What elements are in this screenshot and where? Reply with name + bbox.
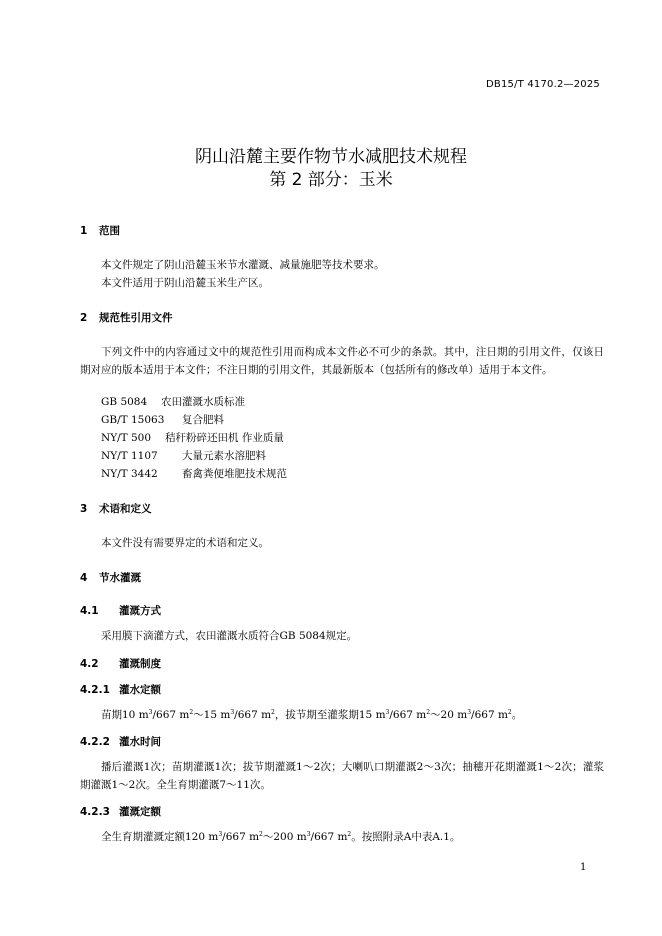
reference-code: GB/T 15063 xyxy=(101,414,165,426)
subsection-4-2-1-heading xyxy=(80,682,161,697)
subsection-4-1-heading xyxy=(80,603,161,618)
reference-title: 秸秆粉碎还田机 作业质量 xyxy=(165,432,284,444)
subsection-number: 4.2.3 xyxy=(80,806,110,818)
reference-item xyxy=(101,394,245,409)
section-1-heading xyxy=(80,223,120,238)
reference-item xyxy=(101,430,284,445)
subsection-title: 灌溉制度 xyxy=(119,658,161,670)
section-1-paragraph-1: 本文件规定了阴山沿麓玉米节水灌溉、减量施肥等技术要求。 xyxy=(101,259,385,271)
section-4-heading xyxy=(80,570,141,585)
section-3-heading xyxy=(80,501,152,516)
subsection-4-2-2-text: 播后灌溉1次；苗期灌溉1次；拔节期灌溉1～2次；大喇叭口期灌溉2～3次；抽穗开花期灌溉1～2次；灌浆期灌溉1～2次。全生育期灌溉7～11次。 xyxy=(80,761,604,791)
section-title: 节水灌溉 xyxy=(99,572,141,584)
document-title: 阴山沿麓主要作物节水减肥技术规程 xyxy=(195,147,467,167)
subsection-4-2-2-heading xyxy=(80,734,161,749)
reference-title: 畜禽粪便堆肥技术规范 xyxy=(182,468,287,480)
reference-item xyxy=(101,412,224,427)
section-3-paragraph: 本文件没有需要界定的术语和定义。 xyxy=(101,537,269,549)
page-number: 1 xyxy=(580,862,587,873)
reference-item xyxy=(101,466,287,481)
section-title: 规范性引用文件 xyxy=(99,312,173,324)
section-title: 范围 xyxy=(99,225,120,237)
reference-code: NY/T 3442 xyxy=(101,468,158,480)
subsection-4-2-3-text: 全生育期灌溉定额120 $m^3/667$ $m^2\sim 200$ $m^3/667$ $m^2$。按照附录A中表A.1。 xyxy=(101,831,461,843)
document-code: DB15/T 4170.2—2025 xyxy=(486,79,600,90)
subsection-title: 灌溉定额 xyxy=(119,806,161,818)
reference-code: NY/T 500 xyxy=(101,432,152,444)
subsection-number: 4.2.2 xyxy=(80,736,110,748)
section-number: 4 xyxy=(80,572,88,584)
section-2-paragraph: 下列文件中的内容通过文中的规范性引用而构成本文件必不可少的条款。其中，注日期的引用文件，仅该日期对应的版本适用于本文件；不注日期的引用文件，其最新版本（包括所有的修改单）适用于本文件。 xyxy=(80,346,604,376)
section-number: 1 xyxy=(80,225,88,237)
subsection-4-2-1-text: 苗期10 $m^3/667$ $m^2\sim 15$ $m^3/667$ $m^2$，拔节期至灌浆期15 $m^3/667$ $m^2\sim 20$ $m^3/667$ $m^2$。 xyxy=(101,709,523,721)
reference-title: 大量元素水溶肥料 xyxy=(182,450,266,462)
document-subtitle: 第 2 部分：玉米 xyxy=(269,170,393,190)
section-2-heading xyxy=(80,310,173,325)
subsection-4-2-3-heading xyxy=(80,804,161,819)
subsection-number: 4.1 xyxy=(80,605,99,617)
subsection-title: 灌溉方式 xyxy=(119,605,161,617)
reference-title: 复合肥料 xyxy=(182,414,224,426)
subsection-number: 4.2 xyxy=(80,658,99,670)
reference-code: NY/T 1107 xyxy=(101,450,158,462)
reference-title: 农田灌溉水质标准 xyxy=(161,396,245,408)
subsection-title: 灌水定额 xyxy=(119,684,161,696)
section-1-paragraph-2: 本文件适用于阴山沿麓玉米生产区。 xyxy=(101,277,269,289)
subsection-4-1-text: 采用膜下滴灌方式，农田灌溉水质符合GB 5084规定。 xyxy=(101,630,358,642)
section-title: 术语和定义 xyxy=(99,503,152,515)
reference-item xyxy=(101,448,266,463)
section-number: 2 xyxy=(80,312,88,324)
subsection-title: 灌水时间 xyxy=(119,736,161,748)
section-number: 3 xyxy=(80,503,88,515)
reference-code: GB 5084 xyxy=(101,396,148,408)
subsection-number: 4.2.1 xyxy=(80,684,110,696)
subsection-4-2-heading xyxy=(80,656,161,671)
